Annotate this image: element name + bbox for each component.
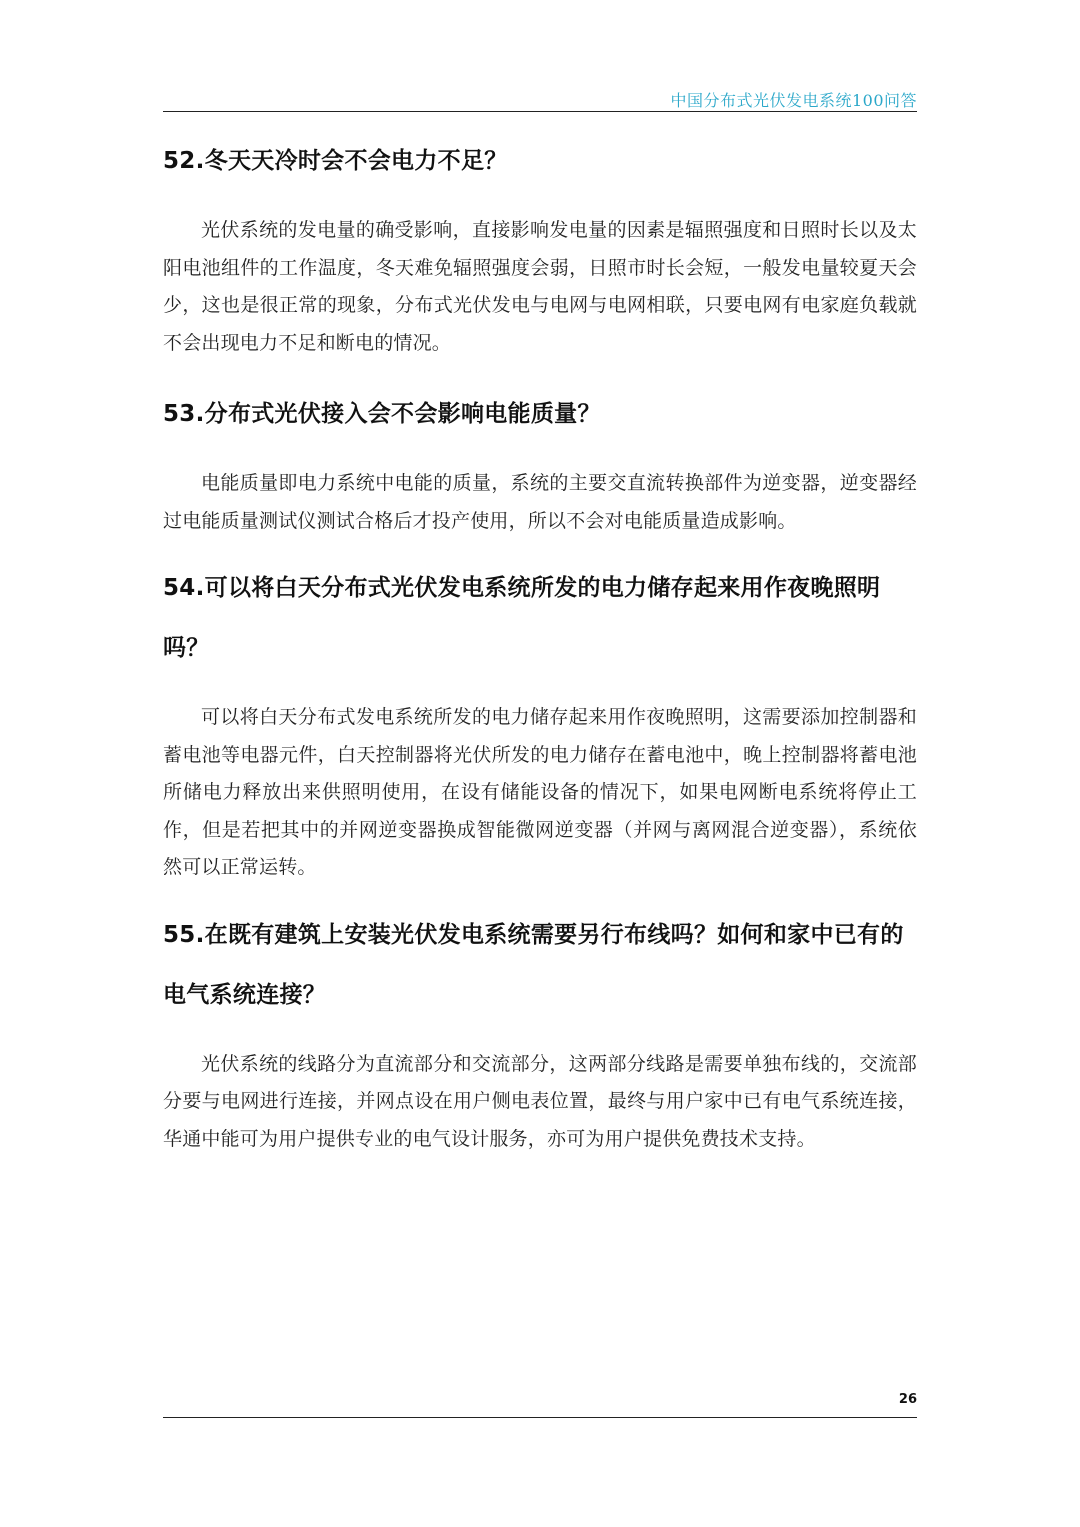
footer-divider xyxy=(163,1417,917,1418)
page-number: 26 xyxy=(898,1392,917,1407)
question-55-title: 55.在既有建筑上安装光伏发电系统需要另行布线吗？如何和家中已有的电气系统连接？ xyxy=(163,921,904,1008)
question-53-title: 53.分布式光伏接入会不会影响电能质量？ xyxy=(163,401,601,427)
question-55-answer: 光伏系统的线路分为直流部分和交流部分，这两部分线路是需要单独布线的，交流部分要与电网进行连接，并网点设在用户侧电表位置，最终与用户家中已有电气系统连接，华通中能可为用户提供专业的电气设计服务，亦可为用户提供免费技术支持。 xyxy=(163,1052,917,1150)
question-52-answer: 光伏系统的发电量的确受影响，直接影响发电量的因素是辐照强度和日照时长以及太阳电池组件的工作温度，冬天难免辐照强度会弱，日照市时长会短，一般发电量较夏天会少，这也是很正常的现象，分布式光伏发电与电网与电网相联，只要电网有电家庭负载就不会出现电力不足和断电的情况。 xyxy=(163,219,917,354)
page-content xyxy=(163,128,917,1158)
question-54-title: 54.可以将白天分布式光伏发电系统所发的电力储存起来用作夜晚照明吗？ xyxy=(163,575,881,661)
header-divider xyxy=(163,111,917,112)
question-54-answer: 可以将白天分布式发电系统所发的电力储存起来用作夜晚照明，这需要添加控制器和蓄电池等电器元件，白天控制器将光伏所发的电力储存在蓄电池中，晚上控制器将蓄电池所储电力释放出来供照明使用，在设有储能设备的情况下，如果电网断电系统将停止工作，但是若把其中的并网逆变器换成智能微网逆变器（并网与离网混合逆变器），系统依然可以正常运转。 xyxy=(163,706,917,878)
question-52-title: 52.冬天天冷时会不会电力不足？ xyxy=(163,148,508,174)
running-header-title: 中国分布式光伏发电系统100问答 xyxy=(670,91,917,110)
question-53-answer: 电能质量即电力系统中电能的质量，系统的主要交直流转换部件为逆变器，逆变器经过电能质量测试仪测试合格后才投产使用，所以不会对电能质量造成影响。 xyxy=(163,472,917,532)
